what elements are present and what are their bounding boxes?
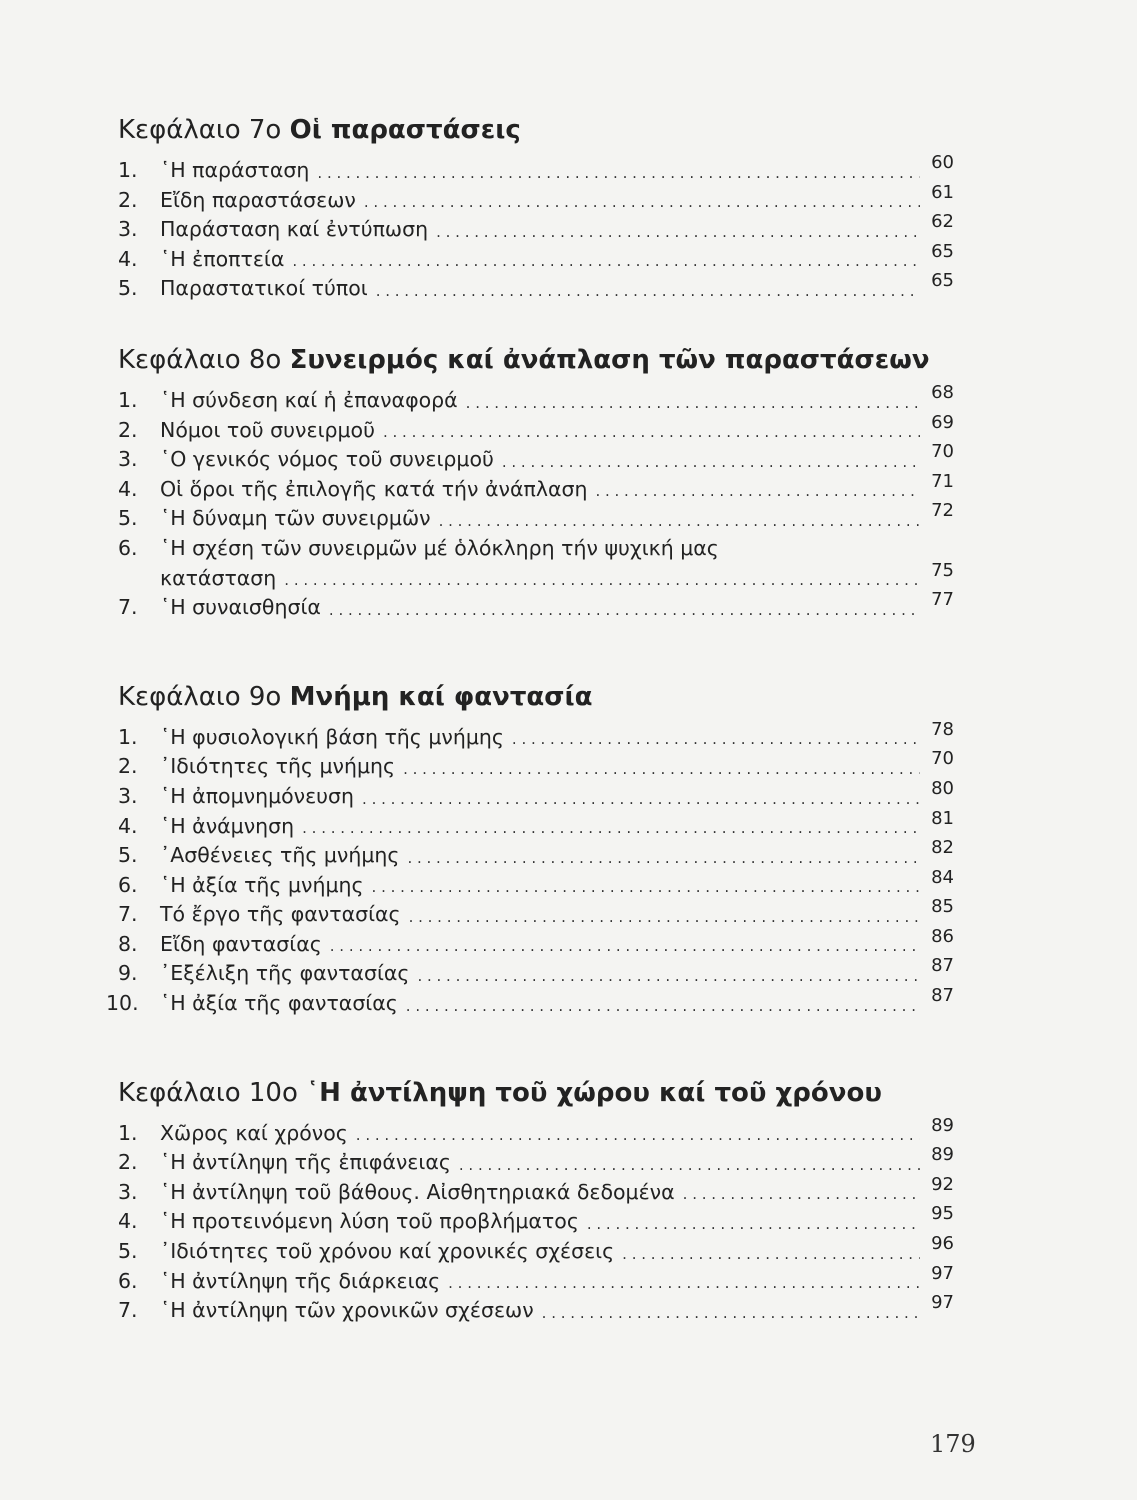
leader-dots (302, 812, 920, 841)
leader-dots (406, 990, 920, 1019)
entry-title: ῾Η δύναμη τῶν συνειρμῶν (160, 506, 431, 531)
toc-entry (118, 152, 954, 186)
leader-dots (403, 753, 920, 782)
toc-entry (118, 748, 954, 782)
toc-entry (118, 1114, 954, 1149)
entry-page: 95 (931, 1203, 954, 1225)
chapter-number: Κεφάλαιο 10ο (118, 1077, 298, 1108)
entry-title: Οἱ ὅροι τῆς ἐπιλογῆς κατά τήν ἀνάπλαση (160, 476, 588, 501)
toc-entry (118, 777, 954, 812)
leader-dots (329, 594, 920, 623)
toc-entry (118, 1262, 954, 1297)
toc-entry (118, 1203, 954, 1237)
entry-number: 4. (118, 246, 138, 271)
entry-page: 75 (931, 559, 954, 581)
entry-title: ῾Η ἀντίληψη τῆς ἐπιφάνειας (160, 1150, 451, 1175)
toc-entry (118, 1173, 954, 1208)
leader-dots (448, 1267, 920, 1296)
entry-number: 1. (118, 158, 138, 182)
entry-number: 5. (118, 1239, 138, 1264)
entry-number: 3. (118, 217, 138, 242)
entry-title: ῾Η ἀνάμνηση (160, 813, 295, 838)
toc-entry (118, 718, 954, 753)
entry-page: 80 (931, 777, 954, 799)
toc-entry (118, 441, 954, 475)
toc-entry (118, 470, 954, 505)
toc-entry (118, 534, 954, 564)
leader-dots (512, 723, 920, 752)
chapter-title: ῾Η ἀντίληψη τοῦ χώρου καί τοῦ χρόνου (306, 1077, 882, 1108)
entry-page: 84 (931, 866, 954, 888)
entry-page: 65 (931, 240, 954, 262)
entry-number: 5. (118, 506, 138, 531)
entry-title: ῾Η ἀντίληψη τοῦ βάθους. Αἰσθητηριακά δεδομένα (160, 1179, 675, 1204)
entry-number: 2. (118, 1150, 138, 1175)
entry-number: 3. (118, 1179, 138, 1204)
entry-title: ῾Η ἐποπτεία (160, 246, 285, 271)
toc-entry (118, 181, 954, 216)
entry-title: Εἴδη παραστάσεων (160, 187, 356, 212)
leader-dots (383, 416, 920, 445)
entry-page: 69 (931, 411, 954, 433)
entry-title: ῾Η φυσιολογική βάση τῆς μνήμης (160, 724, 504, 749)
entry-title: ῾Η σύνδεση καί ἡ ἐπαναφορά (160, 387, 458, 412)
entry-number: 5. (118, 276, 138, 301)
leader-dots (362, 783, 920, 812)
entry-number: 7. (118, 902, 138, 927)
chapter-heading (118, 679, 954, 715)
entry-title: ᾿Εξέλιξη τῆς φαντασίας (160, 961, 410, 986)
leader-dots (372, 871, 920, 900)
entry-page: 60 (931, 152, 954, 173)
leader-dots (622, 1238, 920, 1267)
leader-dots (436, 216, 920, 245)
toc-entry (118, 211, 954, 245)
leader-dots (330, 930, 920, 959)
leader-dots (595, 475, 920, 504)
toc-entry (118, 955, 954, 989)
entry-title: Τό ἔργο τῆς φαντασίας (160, 902, 401, 927)
entry-title: ᾿Ασθένειες τῆς μνήμης (160, 843, 400, 868)
entry-page: 89 (931, 1114, 954, 1136)
entry-page: 86 (931, 925, 954, 947)
entry-number: 2. (118, 187, 138, 212)
chapter-number: Κεφάλαιο 8ο (118, 344, 282, 375)
leader-dots (439, 505, 920, 534)
chapter-title: Συνειρμός καί ἀνάπλαση τῶν παραστάσεων (289, 344, 930, 375)
toc-entry (118, 837, 954, 871)
leader-dots (292, 245, 920, 274)
table-of-contents (106, 112, 954, 1326)
entry-page: 92 (931, 1173, 954, 1195)
entry-number: 2. (118, 754, 138, 779)
leader-dots (466, 387, 920, 416)
leader-dots (284, 564, 920, 593)
entry-page: 62 (931, 211, 954, 233)
entry-page: 71 (931, 470, 954, 492)
entry-page: 77 (931, 589, 954, 611)
leader-dots (407, 842, 920, 871)
toc-entry (118, 1233, 954, 1267)
entry-page: 82 (931, 837, 954, 859)
entry-title-continued: κατάσταση (160, 565, 277, 590)
toc-entry (118, 381, 954, 416)
chapter-number: Κεφάλαιο 9ο (118, 681, 282, 712)
chapter-number: Κεφάλαιο 7ο (118, 115, 282, 145)
leader-dots (587, 1208, 920, 1237)
toc-entry (106, 985, 954, 1019)
chapter-title: Οἱ παραστάσεις (289, 115, 521, 145)
toc-entry (118, 411, 954, 446)
toc-entry (118, 1292, 954, 1326)
entry-number: 7. (118, 595, 138, 620)
entry-page: 81 (931, 807, 954, 829)
leader-dots (683, 1178, 920, 1207)
chapter-8 (118, 342, 954, 623)
entry-page: 96 (931, 1233, 954, 1255)
leader-dots (376, 275, 920, 304)
toc-entry-continuation (118, 559, 954, 594)
leader-dots (417, 960, 920, 989)
entry-title: ῾Η συναισθησία (160, 595, 321, 620)
entry-number: 1. (118, 724, 138, 749)
entry-page: 65 (931, 270, 954, 292)
entry-page: 97 (931, 1262, 954, 1284)
toc-entry (118, 270, 954, 304)
toc-entry (118, 896, 954, 930)
toc-entry (118, 807, 954, 842)
page-number: 179 (930, 1430, 976, 1458)
entry-title: ῾Η ἀντίληψη τῆς διάρκειας (160, 1268, 441, 1293)
entry-page: 87 (931, 955, 954, 977)
toc-entry (118, 866, 954, 901)
entry-title: ῾Η ἀξία τῆς μνήμης (160, 872, 364, 897)
toc-entry (118, 925, 954, 960)
entry-number: 6. (118, 872, 138, 897)
entry-title: ᾿Ιδιότητες τοῦ χρόνου καί χρονικές σχέσεις (160, 1239, 615, 1264)
chapter-title: Μνήμη καί φαντασία (289, 681, 593, 712)
leader-dots (356, 1119, 920, 1148)
entry-number: 6. (118, 535, 138, 560)
entry-title: Χῶρος καί χρόνος (160, 1120, 348, 1145)
entry-number: 9. (118, 961, 138, 986)
entry-page: 61 (931, 181, 954, 203)
entry-title: ῾Η σχέση τῶν συνειρμῶν μέ ὁλόκληρη τήν ψυχική μας (160, 535, 719, 560)
entry-title: ᾿Ιδιότητες τῆς μνήμης (160, 754, 396, 779)
entry-title: Εἴδη φαντασίας (160, 931, 322, 956)
entry-number: 2. (118, 417, 138, 442)
entry-page: 72 (931, 500, 954, 522)
entry-page: 78 (931, 718, 954, 740)
leader-dots (459, 1149, 920, 1178)
leader-dots (542, 1297, 920, 1326)
entry-number: 4. (118, 476, 138, 501)
entry-number: 6. (118, 1268, 138, 1293)
entry-number: 10. (106, 991, 139, 1016)
entry-number: 1. (118, 387, 138, 412)
entry-title: ῾Η ἀντίληψη τῶν χρονικῶν σχέσεων (160, 1298, 534, 1323)
chapter-heading (118, 1075, 954, 1111)
leader-dots (364, 186, 920, 215)
entry-title: Παραστατικοί τύποι (160, 276, 368, 301)
entry-page: 85 (931, 896, 954, 918)
entry-number: 8. (118, 931, 138, 956)
toc-entry (118, 589, 954, 623)
entry-title: ῾Η ἀπομνημόνευση (160, 783, 355, 808)
entry-title: ῾Η ἀξία τῆς φαντασίας (160, 991, 398, 1016)
entry-number: 7. (118, 1298, 138, 1323)
entry-title: Νόμοι τοῦ συνειρμοῦ (160, 417, 375, 442)
entry-number: 3. (118, 783, 138, 808)
chapter-9 (106, 679, 954, 1019)
entry-number: 4. (118, 813, 138, 838)
entry-page: 70 (931, 748, 954, 770)
entry-number: 1. (118, 1120, 138, 1145)
entry-number: 4. (118, 1209, 138, 1234)
entry-number: 3. (118, 447, 138, 472)
entry-page: 89 (931, 1144, 954, 1166)
entry-page: 70 (931, 441, 954, 463)
entry-page: 87 (931, 985, 954, 1007)
chapter-heading (118, 342, 954, 378)
chapter-7 (118, 112, 954, 304)
leader-dots (502, 446, 920, 475)
entry-title: ῾Η προτεινόμενη λύση τοῦ προβλήματος (160, 1209, 579, 1234)
chapter-heading (118, 112, 954, 148)
entry-number: 5. (118, 843, 138, 868)
leader-dots (317, 157, 920, 186)
chapter-10 (118, 1075, 954, 1326)
leader-dots (409, 901, 920, 930)
entry-title: ῾Ο γενικός νόμος τοῦ συνειρμοῦ (160, 447, 494, 472)
entry-title: Παράσταση καί ἐντύπωση (160, 217, 429, 242)
entry-title: ῾Η παράσταση (160, 158, 310, 182)
toc-entry (118, 1144, 954, 1178)
entry-page: 97 (931, 1292, 954, 1314)
toc-entry (118, 500, 954, 534)
entry-page: 68 (931, 381, 954, 403)
toc-entry (118, 240, 954, 275)
